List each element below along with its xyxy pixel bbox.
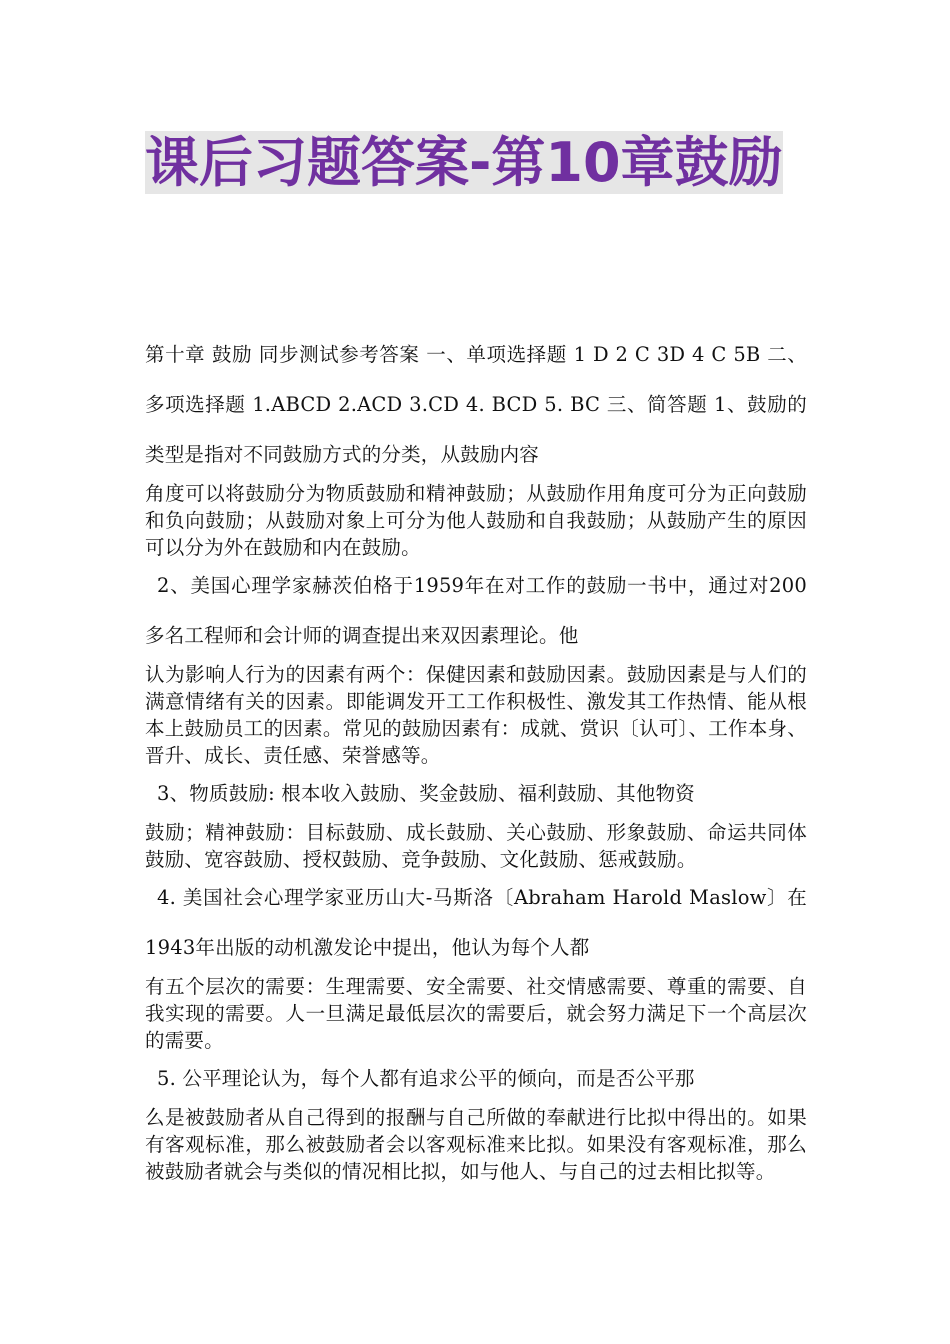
- answer-intro-rest: 角度可以将鼓励分为物质鼓励和精神鼓励；从鼓励作用角度可分为正向鼓励和负向鼓励；从鼓励对象上可分为他人鼓励和自我鼓励；从鼓励产生的原因可以分为外在鼓励和内在鼓励。: [145, 482, 807, 559]
- document-body: [145, 330, 807, 1185]
- document-title: [145, 128, 815, 198]
- title-text: 课后习题答案-第10章鼓励: [145, 131, 783, 194]
- answer-3-rest: 鼓励；精神鼓励：目标鼓励、成长鼓励、关心鼓励、形象鼓励、命运共同体鼓励、宽容鼓励、授权鼓励、竞争鼓励、文化鼓励、惩戒鼓励。: [145, 821, 807, 871]
- answer-2-lead: 2、美国心理学家赫茨伯格于1959年在对工作的鼓励一书中，通过对200多名工程师和会计师的调查提出来双因素理论。他: [145, 574, 807, 647]
- answer-2-rest: 认为影响人行为的因素有两个：保健因素和鼓励因素。鼓励因素是与人们的满意情绪有关的因素。即能调发开工工作积极性、激发其工作热情、能从根本上鼓励员工的因素。常见的鼓励因素有：成就、赏识〔认可〕、工作本身、晋升、成长、责任感、荣誉感等。: [145, 663, 807, 767]
- answer-intro-lead: 第十章 鼓励 同步测试参考答案 一、单项选择题 1 D 2 C 3D 4 C 5B 二、多项选择题 1.ABCD 2.ACD 3.CD 4. BCD 5. BC 三、简答题 1、鼓励的类型是指对不同鼓励方式的分类，从鼓励内容: [145, 343, 807, 466]
- answer-3-lead: 3、物质鼓励: 根本收入鼓励、奖金鼓励、福利鼓励、其他物资: [157, 782, 695, 805]
- answer-5-lead: 5. 公平理论认为，每个人都有追求公平的倾向，而是否公平那: [157, 1067, 695, 1090]
- answer-4-lead: 4. 美国社会心理学家亚历山大-马斯洛〔Abraham Harold Maslow〕在1943年出版的动机激发论中提出，他认为每个人都: [145, 886, 807, 959]
- answer-4-rest: 有五个层次的需要：生理需要、安全需要、社交情感需要、尊重的需要、自我实现的需要。人一旦满足最低层次的需要后，就会努力满足下一个高层次的需要。: [145, 975, 807, 1052]
- answer-5-rest: 么是被鼓励者从自己得到的报酬与自己所做的奉献进行比拟中得出的。如果有客观标准，那么被鼓励者会以客观标准来比拟。如果没有客观标准，那么被鼓励者就会与类似的情况相比拟，如与他人、与自己的过去相比拟等。: [145, 1106, 807, 1183]
